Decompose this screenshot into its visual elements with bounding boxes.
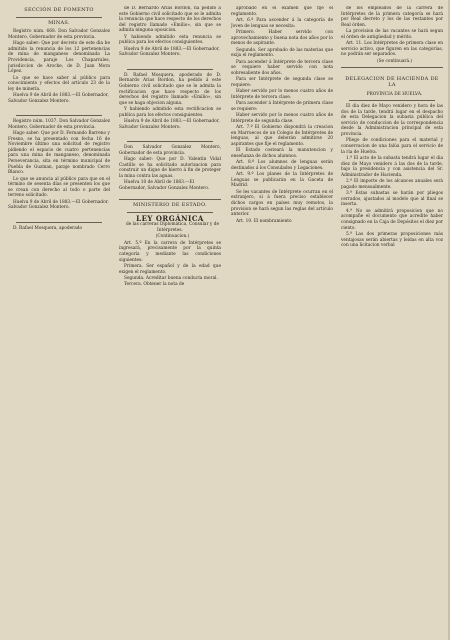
article: Art. 6.º Para ascender á la categoría de Joven de lenguas se necesita:	[231, 17, 333, 29]
paragraph: Don Salvador Gonzalez Montero, Gobernador de esta provincia.	[119, 145, 221, 156]
continuation-note: (Se continuará.)	[376, 58, 413, 64]
paragraph: Hago saber: Que por D. Fernando Barreno y Fresno, se ha presentado con fecha 16 de Noviembre último una solicitud de registro pidiendo el espacio de cuatro pertenencias para una mina de manganeso, denominada Perseverancia, sita en término municipal de Puebla de Guzman, paraje nombrado Cerro Blanco.	[8, 131, 110, 176]
date-signature: Huelva 9 de Abril de 1883.—El Gobernador, Salvador Gonzalez Montero.	[119, 119, 220, 130]
delegation-subheading: PROVINCIA DE HUELVA.	[366, 91, 423, 97]
article: Art. 9.º Los planes de la Intérpretes de Lenguas se publicarán en la Gaceta de Madrid.	[231, 172, 333, 189]
paragraph: Haber servido por lo menos cuatro años de Intérprete de tercera clase.	[231, 89, 333, 100]
paragraph: El dia diez de Mayo venidero y hora de las dos de la tarde, tendrá lugar en el despacho de esta Delegacion la subasta pública del servicio de conduccion de la correspondencia desde la Administracion principal de esta provincia.	[341, 104, 443, 138]
divider	[16, 222, 102, 223]
law-subtitle: de las carreras Diplomática, Consular y de Intérpretes.	[126, 222, 219, 233]
delegation-heading: DELEGACION DE HACIENDA DE LA	[345, 76, 439, 88]
date-signature: Huelva 9 de Abril de 1883.—El Gobernador, Salvador Gonzalez Montero.	[119, 46, 220, 58]
paragraph: Haber servido por lo menos cuatro años de Intérprete de segunda clase.	[231, 113, 333, 124]
paragraph: Y habiendo admitido esta rectificacion se publica para los efectos consiguientes.	[119, 107, 221, 118]
divider	[349, 100, 435, 101]
paragraph: de D. Bernardo Arias Bordon, ha pedido á este Gobierno civil solicitado que se le admita la renuncia que hace respecto de los derechos del registro llamado «Emilio», sin que se admita ninguna oposicion.	[119, 6, 221, 34]
paragraph: Lo que se hace saber al público para conocimiento y efectos del artículo 23 de la ley de minería.	[8, 75, 110, 92]
divider	[127, 141, 213, 142]
paragraph: D. Rafael Mosquera, apoderado de D. Bernardo Arias Bordon, ha pedido á este Gobierno civil solicitado que se le admita la rectificacion que hace respecto de los derechos del registro llamado «Emilio», sin que se haga objecion alguna.	[119, 72, 221, 106]
paragraph: Registro núm. 1037. Don Salvador Gonzalez Montero, Gobernador de esta provincia.	[8, 119, 110, 130]
condition: 3.ª Estas subastas se harán por pliegos cerrados, ajustados al modelo que al final se inserta.	[341, 191, 443, 208]
paragraph: El Estado costeará la manutencion y enseñanza de dichos alumnos.	[231, 148, 333, 159]
divider	[127, 69, 213, 70]
paragraph: Tercera. Obtener la nota de	[124, 282, 185, 288]
paragraph: Para ascender á Intérprete de tercera clase se requiere haber servido con nota sobresaliente dos años.	[231, 59, 333, 76]
paragraph: Segundo. Ser aprobado de las materias que exija el reglamento.	[231, 47, 333, 59]
paragraph: Hago saber: Que por decreto de este dia he admitido la renuncia de los 12 pertenencias de mina de manganeso denominada La Providencia, paraje Los Chaparrales, jurisdiccion de Aroche, de D. Juan Mora López.	[8, 41, 110, 75]
law-title: LEY ORGÁNICA	[136, 213, 204, 223]
column-4	[341, 6, 443, 634]
date-signature: Huelva 10 de Abril de 1883.—El Gobernador, Salvador Gonzalez Montero.	[119, 180, 210, 191]
divider	[119, 199, 221, 200]
article: Art. 7.º El Gobierno dispondrá la creacion en Marruecos de un Colegio de Intérpretes de lenguas, al que deberán admitirse 20 aspirantes que fije el reglamento.	[231, 125, 333, 147]
column-1	[8, 6, 110, 634]
column-2	[119, 6, 221, 634]
paragraph: Para ser Intérprete de segunda clase se requiere:	[231, 77, 333, 88]
article: Art. 10. El nombramiento	[236, 218, 292, 224]
continuation-note: (Continuacion.)	[155, 234, 190, 240]
condition: 2.ª El importe de los alcances anuales será pagado mensualmente.	[341, 179, 443, 190]
article: Art. 8.º Los alumnos de lenguas serán destinados á los Consulados y Legaciones.	[231, 160, 333, 171]
paragraph: Primera. Ser español y de la edad que exigen el reglamento.	[119, 263, 221, 275]
paragraph: Hago saber: Que por D. Valentin Vidal Castillo se ha solicitado autorizacion para construir un dique de hierro á fin de proteger la mina contra las aguas.	[119, 157, 221, 179]
article: Art. 11. Los Intérpretes de primera clase en servicio activo, que figuren en las categorías, no podrán ser separados.	[341, 41, 443, 58]
paragraph: Registro núm. 668. Don Salvador Gonzalez Montero, Gobernador de esta provincia.	[8, 29, 110, 40]
paragraph: Y habiendo admitido esta renuncia se publica para los efectos consiguientes.	[119, 34, 221, 46]
paragraph: Segunda. Acreditar buena conducta moral.	[124, 275, 218, 281]
paragraph: aprobado en el exámen que fije el reglamento.	[231, 6, 333, 17]
divider	[16, 17, 102, 18]
paragraph: La provision de las vacantes se hará segun el órden de antigüedad y mérito.	[341, 29, 443, 40]
ministry-heading: MINISTERIO DE ESTADO.	[133, 202, 207, 209]
divider	[341, 67, 443, 68]
section-heading: SECCIÓN DE FOMENTO	[24, 7, 94, 13]
column-3	[231, 6, 333, 634]
paragraph: D. Rafael Mosquera, apoderado	[13, 225, 83, 231]
paragraph: de los empleados de la carrera de Intérpretes de la primera categoría se hará por Real decreto y los de las restantes por Real órden.	[341, 6, 443, 28]
paragraph: Lo que se anuncia al público para que en el término de sesenta días se presenten los que se crean con derecho al todo o parte del terreno solicitado.	[8, 176, 110, 199]
article: Art. 5.º En la carrera de Intérpretes se ingresará, precisamente por la quinta categoría y mediante las condiciones siguientes:	[119, 240, 221, 263]
minas-heading: MINAS.	[48, 19, 70, 26]
paragraph: Pliego de condiciones para el material y conservacion de una falúa para el servicio de la ria de Huelva.	[341, 138, 443, 155]
condition: 4.ª No se admitirá proposicion que no acompañe el documento que acredite haber consignado en la Caja de Depósitos el diez por ciento.	[341, 208, 443, 231]
date-signature: Huelva 9 de Abril de 1883.—El Gobernador, Salvador Gonzalez Montero.	[8, 93, 109, 104]
paragraph: Se les vacantes de Intérprete ocurran en el extranjero, si á fuera preciso establecer dichos cargos en países muy remotos, la provision se hará segun las reglas del artículo anterior.	[231, 189, 333, 218]
condition: 5.ª Las dos primeras proposiciones más ventajosas serán abiertas y leidas en alta voz con una licitacion verbal	[341, 231, 443, 249]
paragraph: Para ascender á Intérprete de primera clase se requiere:	[231, 101, 333, 112]
date-signature: Huelva 9 de Abril de 1883.—El Gobernador, Salvador Gonzalez Montero.	[8, 199, 109, 211]
divider	[127, 212, 213, 213]
divider	[16, 115, 102, 116]
condition: 1.ª El acto de la subasta tendrá lugar el dia diez de Mayo venidero á las dos de la tarde, bajo la presidencia y con asistencia del Sr. Administrador de Hacienda.	[341, 156, 443, 178]
paragraph: Primero. Haber servido con aprovechamiento y buena nota dos años por lo menos de aspirante.	[231, 29, 333, 47]
